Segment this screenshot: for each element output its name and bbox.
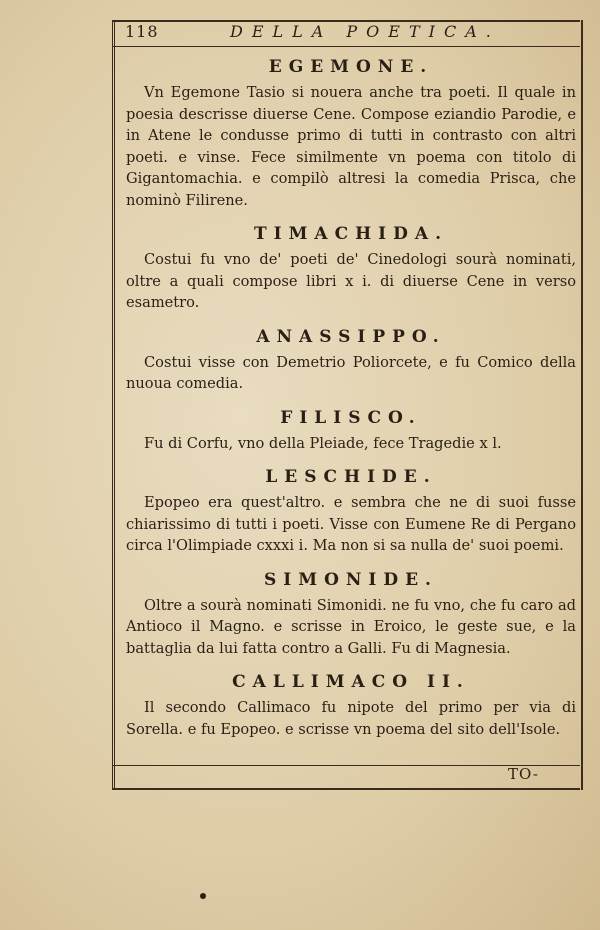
page-number: 118 xyxy=(125,22,159,41)
section-heading: TIMACHIDA. xyxy=(253,224,448,244)
catchword: TO- xyxy=(508,765,539,783)
section-paragraph: Il secondo Callimaco fu nipote del primo per via di Sorella. e fu Epopeo. e scrisse vn poema del sito dell'Isole. xyxy=(126,699,576,738)
section-paragraph: Fu di Corfu, vno della Pleiade, fece Tragedie x l. xyxy=(144,434,502,452)
section-heading: ANASSIPPO. xyxy=(256,326,446,347)
section-paragraph: Epopeo era quest'altro. e sembra che ne di suoi fusse chiarissimo di tutti i poeti. Visse con Eumene Re di Pergano circa l'Olimpiade cxxxi i. Ma non si sa nulla de' suoi poemi. xyxy=(126,494,576,554)
text-block xyxy=(126,52,576,748)
section-heading: FILISCO. xyxy=(280,407,422,428)
section-heading: EGEMONE. xyxy=(268,57,434,77)
header-rule-bottom xyxy=(112,46,580,47)
section-paragraph: Oltre a sourà nominati Simonidi. ne fu vno, che fu caro ad Antioco il Magno. e scrisse in Eroico, le geste sue, e la battaglia da lui fatta contro a Galli. Fu di Magnesia. xyxy=(126,596,576,657)
footer-rule-bottom xyxy=(112,788,580,790)
section-paragraph: Costui visse con Demetrio Poliorcete, e fu Comico della nuoua comedia. xyxy=(126,353,576,392)
section-paragraph: Costui fu vno de' poeti de' Cinedologi sourà nominati, oltre a quali compose libri x i. di diuerse Cene in verso esametro. xyxy=(126,251,576,311)
section-heading: SIMONIDE. xyxy=(264,569,438,590)
section-heading: CALLIMACO II. xyxy=(232,672,470,692)
running-header xyxy=(125,22,575,46)
ink-spot xyxy=(200,893,206,899)
running-title: DELLA POETICA. xyxy=(230,22,500,41)
section-paragraph: Vn Egemone Tasio si nouera anche tra poeti. Il quale in poesia descrisse diuerse Cene. Compose eziandio Parodie, e in Atene le condusse primo di tutti in contrasto con altri poeti. e vinse. Fece similmente vn poema con titolo di Gigantomachia. e compilò altresi la comedia Prisca, che nominò Filirene. xyxy=(126,84,576,209)
section-heading: LESCHIDE. xyxy=(265,467,437,487)
